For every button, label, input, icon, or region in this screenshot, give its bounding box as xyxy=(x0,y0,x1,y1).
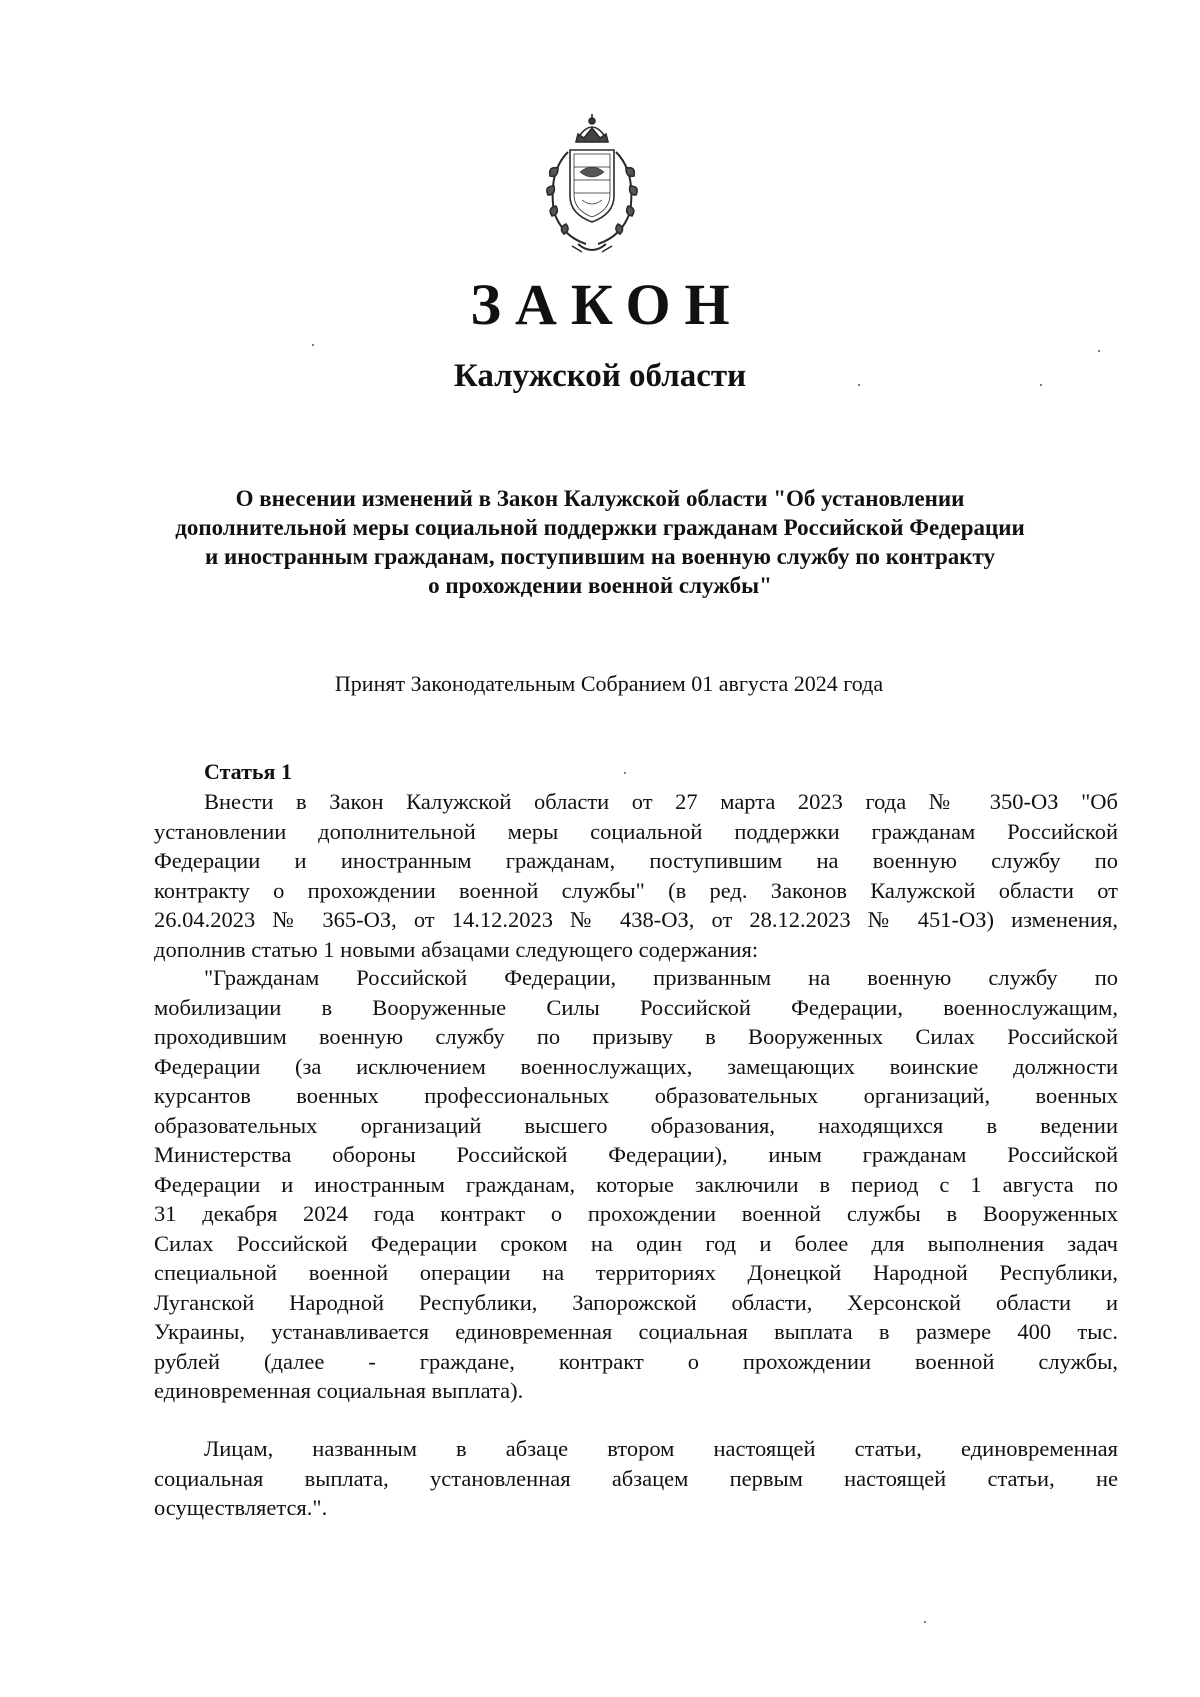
text-line: Украины, устанавливается единовременная социальная выплата в размере 400 тыс. xyxy=(154,1319,1118,1344)
scan-speck xyxy=(858,384,860,386)
text-line: проходившим военную службу по призыву в Вооруженных Силах Российской xyxy=(154,1024,1118,1049)
article-paragraph-3 xyxy=(154,1434,1118,1523)
text-line: дополнив статью 1 новыми абзацами следующего содержания: xyxy=(154,936,759,962)
text-line: мобилизации в Вооруженные Силы Российской Федерации, военнослужащим, xyxy=(154,994,1118,1020)
text-line: образовательных организаций высшего образования, находящихся в ведении xyxy=(154,1112,1118,1138)
text-line: 26.04.2023 № 365-ОЗ, от 14.12.2023 № 438-ОЗ, от 28.12.2023 № 451-ОЗ) изменения, xyxy=(154,907,1118,932)
text-line: единовременная социальная выплата). xyxy=(154,1378,524,1403)
law-title-line: О внесении изменений в Закон Калужской области "Об установлении xyxy=(235,486,965,511)
article-paragraph-2 xyxy=(154,963,1118,1406)
text-line: Федерации (за исключением военнослужащих, замещающих воинские должности xyxy=(154,1053,1118,1079)
scan-speck xyxy=(1040,384,1042,386)
text-line: контракту о прохождении военной службы" (в ред. Законов Калужской области от xyxy=(154,877,1118,903)
scan-speck xyxy=(924,1621,926,1623)
text-line: Силах Российской Федерации сроком на один год и более для выполнения задач xyxy=(154,1230,1118,1256)
law-title-line: дополнительной меры социальной поддержки гражданам Российской Федерации xyxy=(175,515,1025,540)
text-line: Федерации и иностранным гражданам, которые заключили в период с 1 августа по xyxy=(154,1171,1118,1197)
text-line: курсантов военных профессиональных образовательных организаций, военных xyxy=(154,1083,1118,1108)
article-paragraph-1 xyxy=(154,787,1118,964)
law-title-line: и иностранным гражданам, поступившим на военную службу по контракту xyxy=(204,544,996,569)
adoption-note: Принят Законодательным Собранием 01 августа 2024 года xyxy=(334,671,884,696)
text-line: социальная выплата, установленная абзацем первым настоящей статьи, не xyxy=(154,1465,1118,1491)
text-line: 31 декабря 2024 года контракт о прохождении военной службы в Вооруженных xyxy=(154,1201,1118,1226)
text-line: осуществляется.". xyxy=(154,1495,328,1520)
scan-speck xyxy=(312,344,314,346)
text-line: Министерства обороны Российской Федерации), иным гражданам Российской xyxy=(154,1142,1118,1167)
kaluga-coat-of-arms-icon xyxy=(528,112,656,262)
region-heading: Калужской области xyxy=(453,358,747,394)
document-type-heading: ЗАКОН xyxy=(470,272,744,337)
law-title-line: о прохождении военной службы" xyxy=(428,573,772,598)
text-line: рублей (далее - граждане, контракт о прохождении военной службы, xyxy=(154,1348,1118,1374)
article-heading: Статья 1 xyxy=(204,759,292,784)
scan-speck xyxy=(1098,350,1100,352)
scan-speck xyxy=(624,772,626,774)
text-line: Федерации и иностранным гражданам, поступившим на военную службу по xyxy=(154,848,1118,873)
text-line: Луганской Народной Республики, Запорожской области, Херсонской области и xyxy=(154,1289,1118,1315)
text-line: установлении дополнительной меры социальной поддержки гражданам Российской xyxy=(154,818,1118,844)
law-title xyxy=(130,484,1070,600)
text-line: Внести в Закон Калужской области от 27 марта 2023 года № 350-ОЗ "Об xyxy=(204,789,1118,814)
text-line: "Гражданам Российской Федерации, призванным на военную службу по xyxy=(204,965,1118,990)
text-line: Лицам, названным в абзаце втором настоящей статьи, единовременная xyxy=(204,1436,1118,1461)
text-line: специальной военной операции на территориях Донецкой Народной Республики, xyxy=(154,1260,1118,1285)
